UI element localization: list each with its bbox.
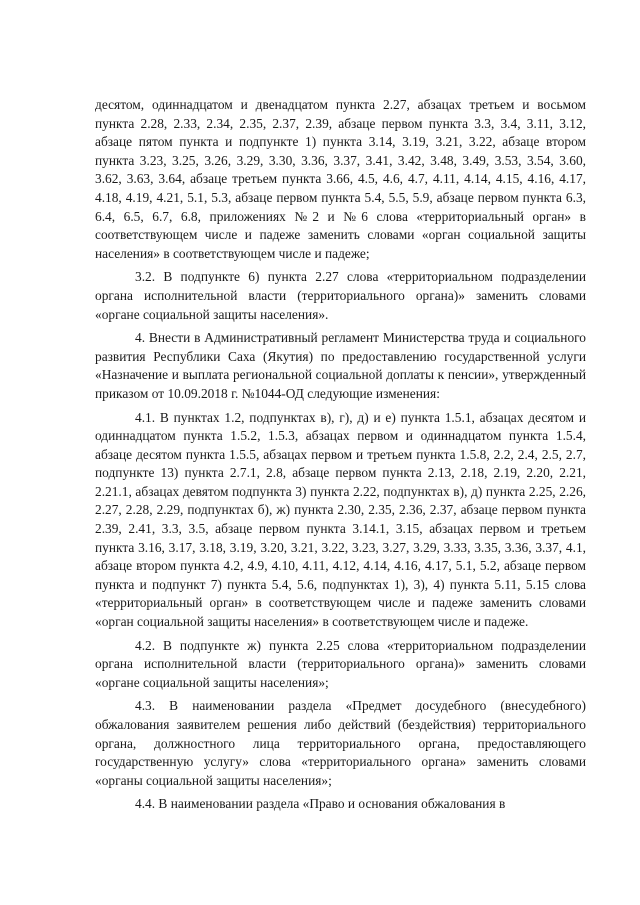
paragraph-3-2: 3.2. В подпункте 6) пункта 2.27 слова «территориальном подразделении органа исполнительной власти (территориального органа)» заменить словами «органе социальной защиты населения». — [95, 269, 586, 322]
paragraph-4-3: 4.3. В наименовании раздела «Предмет досудебного (внесудебного) обжалования заявителем решения либо действий (бездействия) территориального органа, должностного лица территориального органа, предоставляющего государственную услугу» слова «территориального органа» заменить словами «органы социальной защиты населения»; — [95, 698, 586, 788]
paragraph-4-4: 4.4. В наименовании раздела «Право и основания обжалования в — [135, 796, 506, 812]
paragraph-4-2: 4.2. В подпункте ж) пункта 2.25 слова «территориальном подразделении органа исполнительной власти (территориального органа)» заменить словами «органе социальной защиты населения»; — [95, 637, 586, 690]
paragraph-4: 4. Внести в Административный регламент Министерства труда и социального развития Республики Саха (Якутия) по предоставлению государственной услуги «Назначение и выплата региональной социальной доплаты к пенсии», утвержденный приказом от 10.09.2018 г. №1044-ОД следующие изменения: — [95, 330, 586, 401]
paragraph-continuation: десятом, одиннадцатом и двенадцатом пункта 2.27, абзацах третьем и восьмом пункта 2.28, 2.33, 2.34, 2.35, 2.37, 2.39, абзаце первом пункта 3.3, 3.4, 3.11, 3.12, абзаце пятом пункта и подпункте 1) пункта 3.14, 3.19, 3.21, 3.22, абзаце втором пункта 3.23, 3.25, 3.26, 3.29, 3.30, 3.36, 3.37, 3.41, 3.42, 3.48, 3.49, 3.53, 3.54, 3.60, 3.62, 3.63, 3.64, абзаце третьем пункта 3.66, 4.5, 4.6, 4.7, 4.11, 4.14, 4.15, 4.16, 4.17, 4.18, 4.19, 4.21, 5.1, 5.3, абзаце первом пункта 5.4, 5.5, 5.9, абзаце первом пункта 6.3, 6.4, 6.5, 6.7, 6.8, приложениях №2 и №6 слова «территориальный орган» в соответствующем числе и падеже заменить словами «орган социальной защиты населения» в соответствующем числе и падеже; — [95, 97, 586, 261]
paragraph-4-1: 4.1. В пунктах 1.2, подпунктах в), г), д) и е) пункта 1.5.1, абзацах десятом и одиннадцатом пункта 1.5.2, 1.5.3, абзацах первом и одиннадцатом пункта 1.5.4, абзаце десятом пункта 1.5.5, абзацах первом и третьем пункта 1.5.8, 2.2, 2.4, 2.5, 2.7, подпункте 13) пункта 2.7.1, 2.8, абзаце первом пункта 2.13, 2.18, 2.19, 2.20, 2.21, 2.21.1, абзацах девятом подпункта 3) пункта 2.22, подпунктах в), д) пункта 2.25, 2.26, 2.27, 2.28, 2.29, подпунктах б), ж) пункта 2.30, 2.35, 2.36, 2.37, абзаце первом пункта 2.39, 2.41, 3.3, 3.5, абзаце первом пункта 3.14.1, 3.15, абзацах первом и третьем пункта 3.16, 3.17, 3.18, 3.19, 3.20, 3.21, 3.22, 3.23, 3.27, 3.29, 3.33, 3.35, 3.36, 3.37, 4.1, абзаце втором пункта 4.2, 4.9, 4.10, 4.11, 4.12, 4.14, 4.16, 4.17, 5.1, 5.2, абзаце первом пункта и подпункт 7) пункта 5.4, 5.6, подпунктах 1), 3), 4) пункта 5.11, 5.15 слова «территориальный орган» в соответствующем числе и падеже заменить словами «орган социальной защиты населения» в соответствующем числе и падеже. — [95, 409, 586, 630]
